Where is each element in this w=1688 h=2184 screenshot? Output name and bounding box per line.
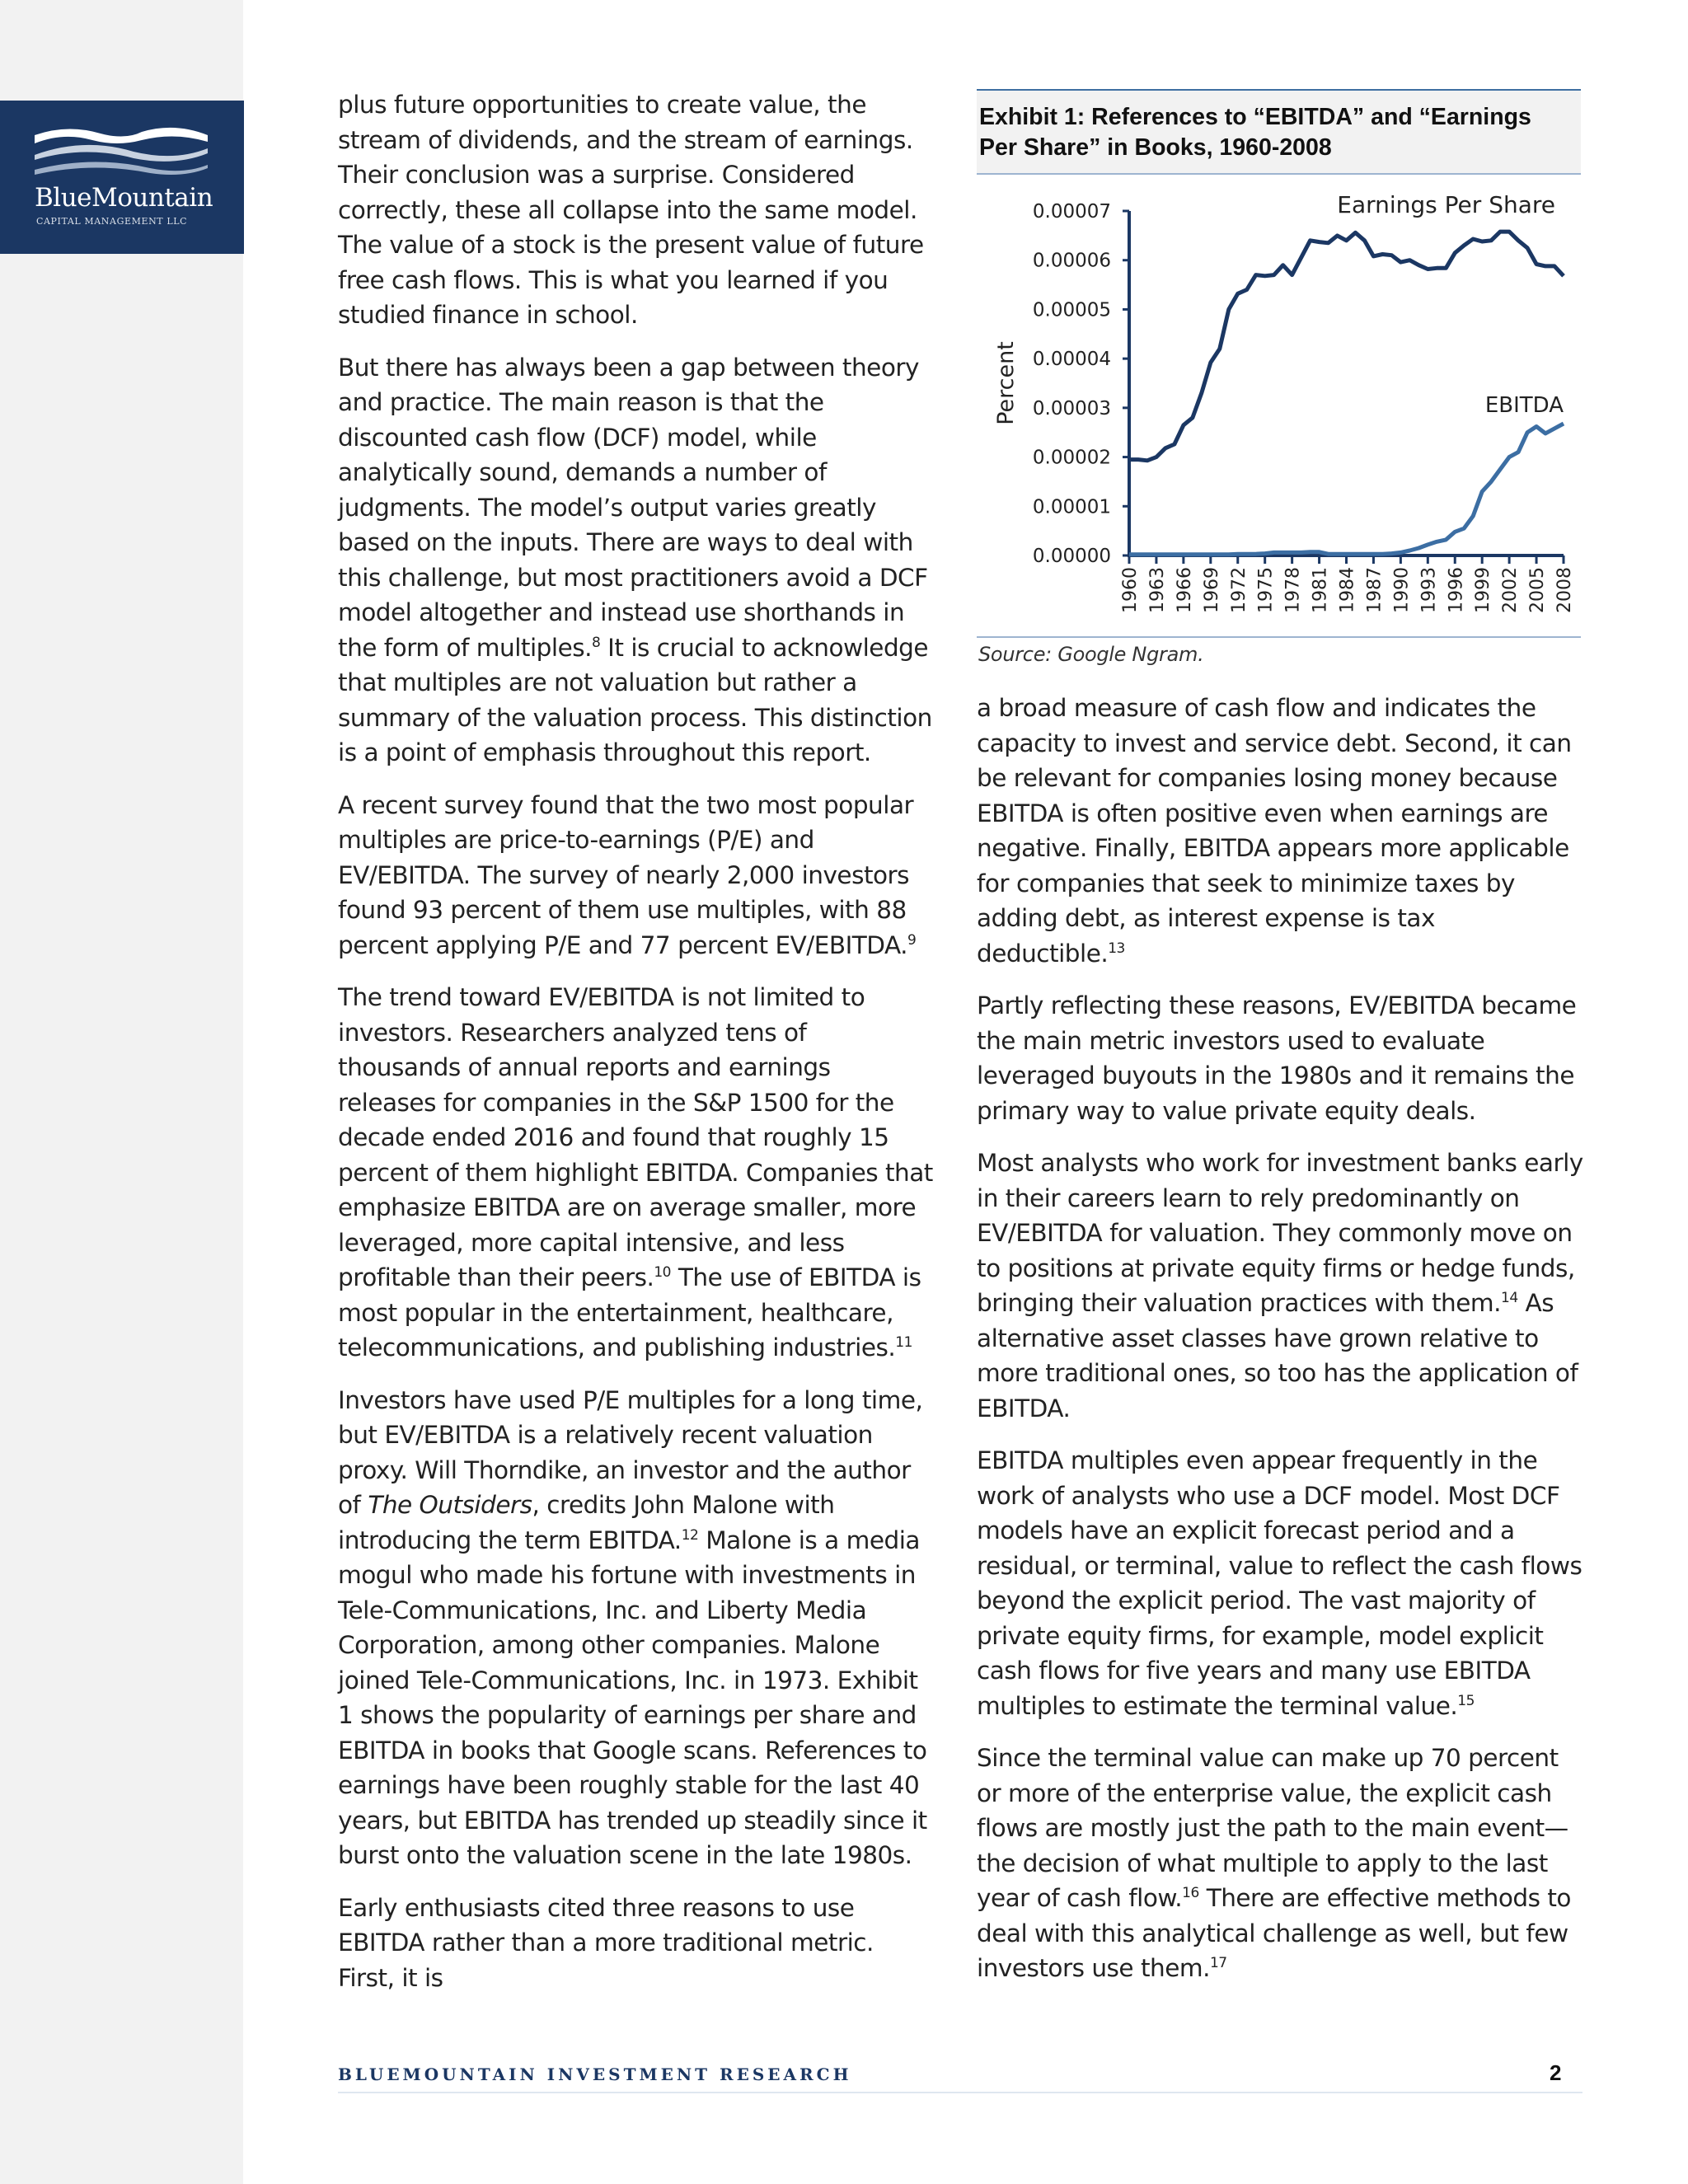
x-tick-label: 1969 [1201, 567, 1222, 613]
footnote-ref: 8 [591, 634, 601, 651]
paragraph: A recent survey found that the two most popular multiples are price-to-earnings (P/E) and EV/EBITDA. The survey of nearly 2,000 investors found 93 percent of them use multiples, with 88 percent applying P/E and 77 percent EV/EBITDA.$^9$ [338, 790, 917, 959]
x-tick-label: 1984 [1337, 567, 1358, 613]
y-tick-label: 0.00002 [1032, 447, 1111, 469]
y-tick-label: 0.00001 [1032, 496, 1111, 518]
y-axis-label: Percent [993, 341, 1019, 425]
paragraph: Early enthusiasts cited three reasons to use EBITDA rather than a more traditional metric. First, it is [338, 1893, 874, 1992]
footer-divider [338, 2092, 1582, 2093]
paragraph: Investors have used P/E multiples for a long time, but EV/EBITDA is a relatively recent valuation proxy. Will Thorndike, an investor and the author of The Outsiders, credits John Malone with introducing the term EBITDA.$^{12}$ Malone is a media mogul who made his fortune with investments in Tele-Communications, Inc. and Liberty Media Corporation, among other companies. Malone joined Tele-Communications, Inc. in 1973. Exhibit 1 shows the popularity of earnings per share and EBITDA in books that Google scans. References to earnings have been roughly stable for the last 40 years, but EBITDA has trended up steadily since it burst onto the valuation scene in the late 1980s. [338, 1385, 927, 1869]
x-tick-label: 2008 [1554, 567, 1575, 613]
logo-name: BlueMountain [35, 183, 213, 213]
footnote-ref: 11 [895, 1334, 912, 1351]
x-tick-label: 1966 [1174, 567, 1195, 613]
x-tick-label: 1999 [1473, 567, 1494, 613]
y-tick-label: 0.00005 [1032, 299, 1111, 321]
series-line-earnings-per-share [1129, 232, 1564, 461]
exhibit-1 [977, 89, 1581, 638]
paragraph: a broad measure of cash flow and indicates the capacity to invest and service debt. Second, it can be relevant for companies losing money because EBITDA is often positive even when earnings are negative. Finally, EBITDA appears more applicable for companies that seek to minimize taxes by adding debt, as interest expense is tax deductible.$^{13}$ [977, 694, 1572, 968]
exhibit-title-line-1: Exhibit 1: References to “EBITDA” and “Earnings [979, 104, 1531, 130]
ngram-line-chart [977, 91, 1581, 636]
footnote-ref: 16 [1182, 1885, 1199, 1901]
exhibit-title-line-2: Per Share” in Books, 1960-2008 [979, 134, 1332, 161]
footer-title: BLUEMOUNTAIN INVESTMENT RESEARCH [338, 2064, 852, 2084]
company-logo [0, 101, 244, 254]
y-tick-label: 0.00000 [1032, 546, 1111, 567]
series-label-earnings-per-share: Earnings Per Share [1337, 191, 1555, 218]
left-margin-strip [0, 0, 243, 2184]
left-column [338, 87, 935, 2013]
x-tick-label: 1993 [1418, 567, 1440, 613]
x-tick-label: 1987 [1364, 567, 1386, 613]
paragraph: Since the terminal value can make up 70 percent or more of the enterprise value, the explicit cash flows are mostly just the path to the main event—the decision of what multiple to apply to the last year of cash flow.$^{16}$ There are effective methods to deal with this analytical challenge as well, but few investors use them.$^{17}$ [977, 1744, 1571, 1982]
footnote-ref: 17 [1209, 1955, 1227, 1971]
x-tick-label: 1990 [1391, 567, 1413, 613]
x-tick-label: 1972 [1228, 567, 1250, 613]
x-tick-label: 2002 [1500, 567, 1522, 613]
x-tick-label: 1996 [1446, 567, 1467, 613]
exhibit-source: Source: Google Ngram. [978, 643, 1204, 666]
paragraph: The trend toward EV/EBITDA is not limited to investors. Researchers analyzed tens of thousands of annual reports and earnings releases for companies in the S&P 1500 for the decade ended 2016 and found that roughly 15 percent of them highlight EBITDA. Companies that emphasize EBITDA are on average smaller, more leveraged, more capital intensive, and less profitable than their peers.$^{10}$ The use of EBITDA is most popular in the entertainment, healthcare, telecommunications, and publishing industries.$^{11}$ [338, 983, 933, 1361]
x-tick-label: 2005 [1527, 567, 1549, 613]
logo-subtitle: CAPITAL MANAGEMENT LLC [36, 216, 188, 227]
footnote-ref: 12 [681, 1526, 699, 1544]
paragraph: plus future opportunities to create value, the stream of dividends, and the stream of earnings. Their conclusion was a surprise. Considered correctly, these all collapse into the same model. The value of a stock is the present value of future free cash flows. This is what you learned if you studied finance in school. [338, 91, 924, 329]
book-title: The Outsiders [368, 1491, 532, 1519]
paragraph: Partly reflecting these reasons, EV/EBITDA became the main metric investors used to evaluate leveraged buyouts in the 1980s and it remains the primary way to value private equity deals. [977, 991, 1577, 1125]
footnote-ref: 15 [1457, 1692, 1475, 1709]
x-tick-label: 1963 [1146, 567, 1168, 613]
paragraph: Most analysts who work for investment banks early in their careers learn to rely predominantly on EV/EBITDA for valuation. They commonly move on to positions at private equity firms or hedge funds, bringing their valuation practices with them.$^{14}$ As alternative asset classes have grown relative to more traditional ones, so too has the application of EBITDA. [977, 1149, 1583, 1422]
x-tick-label: 1978 [1282, 567, 1304, 613]
x-tick-label: 1960 [1120, 567, 1141, 613]
series-label-ebitda: EBITDA [1484, 393, 1564, 418]
y-tick-label: 0.00007 [1032, 201, 1111, 223]
footnote-ref: 14 [1501, 1290, 1518, 1306]
paragraph: But there has always been a gap between theory and practice. The main reason is that the discounted cash flow (DCF) model, while analytically sound, demands a number of judgments. The model’s output varies greatly based on the inputs. There are ways to deal with this challenge, but most practitioners avoid a DCF model altogether and instead use shorthands in the form of multiples.$^8$ It is crucial to acknowledge that multiples are not valuation but rather a summary of the valuation process. This distinction is a point of emphasis throughout this report. [338, 353, 932, 766]
y-tick-label: 0.00004 [1032, 349, 1111, 371]
page-number: 2 [1550, 2060, 1562, 2085]
y-tick-label: 0.00003 [1032, 397, 1111, 419]
y-tick-label: 0.00006 [1032, 250, 1111, 272]
x-tick-label: 1975 [1255, 567, 1277, 613]
series-line-ebitda [1129, 424, 1564, 555]
paragraph: EBITDA multiples even appear frequently in the work of analysts who use a DCF model. Most DCF models have an explicit forecast period and a residual, or terminal, value to reflect the cash flows beyond the explicit period. The vast majority of private equity firms, for example, model explicit cash flows for five years and many use EBITDA multiples to estimate the terminal value.$^{15}$ [977, 1446, 1582, 1720]
footnote-ref: 10 [654, 1264, 671, 1281]
footnote-ref: 13 [1108, 940, 1125, 957]
x-tick-label: 1981 [1310, 567, 1331, 613]
mountain-logo-icon [35, 127, 208, 178]
footnote-ref: 9 [907, 931, 917, 949]
